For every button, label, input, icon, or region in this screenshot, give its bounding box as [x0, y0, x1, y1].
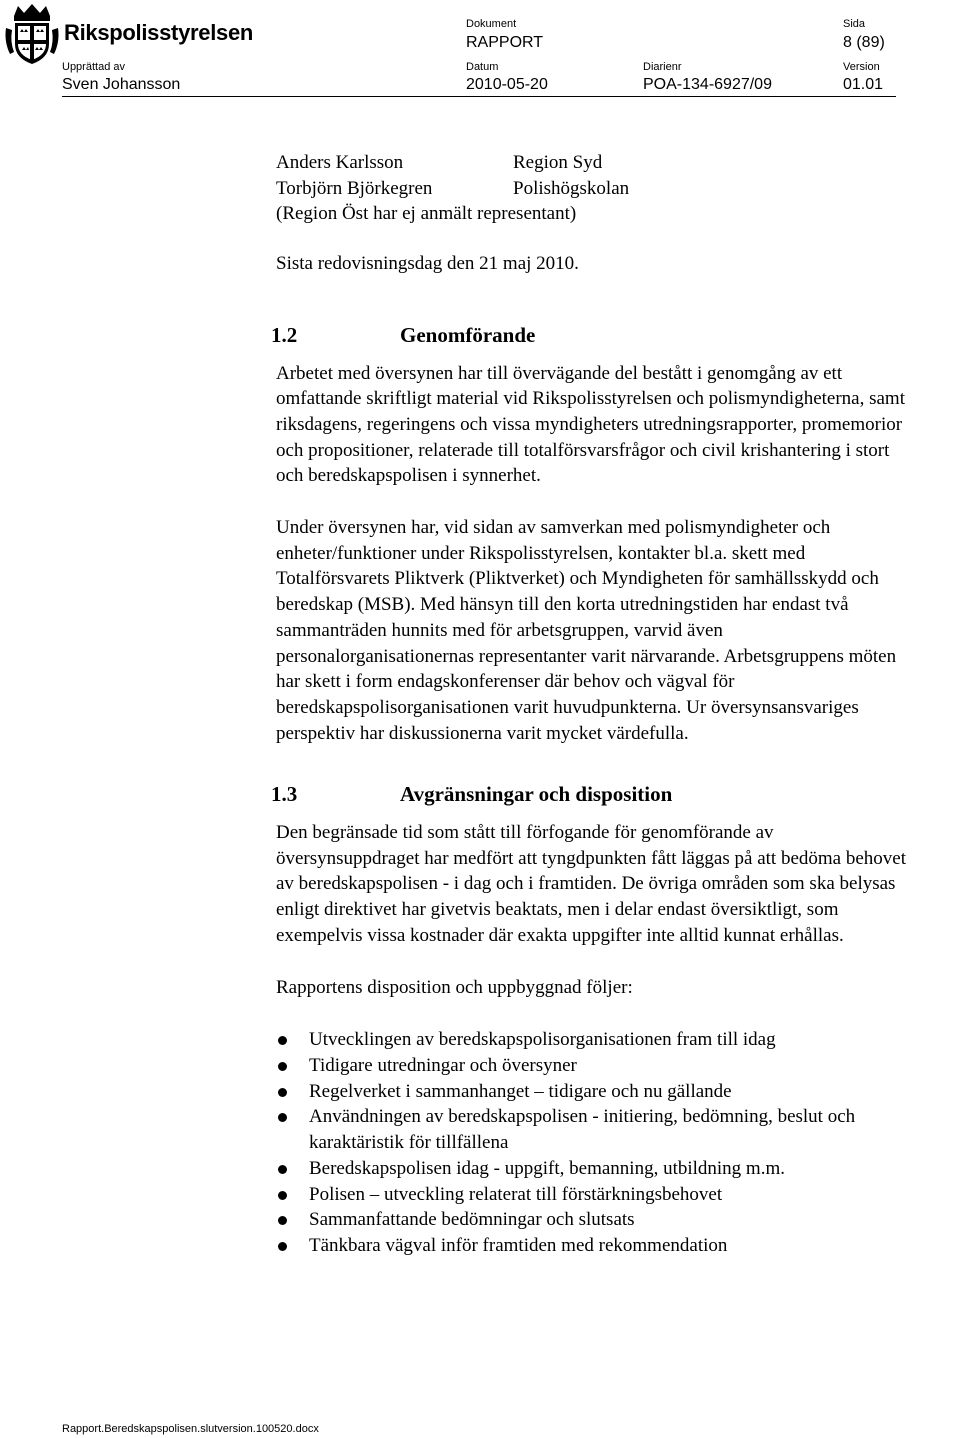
disposition-list [276, 1027, 916, 1258]
organization-name: Rikspolisstyrelsen [64, 20, 254, 45]
section-number: 1.3 [271, 782, 298, 807]
representative-name: Torbjörn Björkegren [276, 177, 433, 199]
body-paragraph: Den begränsade tid som stått till förfogande för genomförande av översynsuppdraget har medfört att tyngdpunkten fått läggas på att bedöma behovet av beredskapspolisen - i dag och i framtiden. De övriga områden som ska belysas enligt direktivet har givetvis beaktats, men i delar endast översiktligt, som exempelvis vissa kostnader där exakta uppgifter inte alltid kunnat erhållas. [276, 822, 906, 946]
deadline-text: Sista redovisningsdag den 21 maj 2010. [276, 253, 579, 275]
list-intro: Rapportens disposition och uppbyggnad följer: [276, 976, 633, 998]
section-title: Avgränsningar och disposition [400, 782, 673, 807]
document-type-label: Dokument [466, 18, 517, 30]
body-paragraph: Under översynen har, vid sidan av samverkan med polismyndigheter och enheter/funktioner under Rikspolisstyrelsen, kontakter bl.a. skett med Totalförsvarets Pliktverk (Pliktverket) och Myndigheten för samhällsskydd och beredskap (MSB). Med hänsyn till den korta utredningstiden har endast två sammanträden hunnits med för arbetsgruppen, varvid även personalorganisationernas representanter varit närvarande. Arbetsgruppens möten har skett i form endagskonferenser där behov och vägval för beredskapspolisorganisationen varit huvudpunkterna. Ur översynsansvariges perspektiv har diskussionerna varit mycket värdefulla. [276, 517, 897, 744]
date-label: Datum [466, 61, 499, 73]
body-paragraph: Arbetet med översynen har till övervägande del bestått i genomgång av ett omfattande skriftligt material vid Rikspolisstyrelsen och polismyndigheterna, samt riksdagens, regeringens och vissa myndigheters utredningsrapporter, promemorior och propositioner, relaterade till totalförsvarsfrågor och civil krishantering i stort och beredskapspolisen i synnerhet. [276, 362, 905, 487]
representative-name: Anders Karlsson [276, 152, 404, 173]
footer-filename: Rapport.Beredskapspolisen.slutversion.100520.docx [62, 1423, 319, 1435]
representatives-list [276, 150, 916, 201]
version-value: 01.01 [843, 76, 884, 93]
document-type-value: RAPPORT [466, 34, 544, 51]
representative-region: Polishögskolan [513, 177, 630, 199]
list-item: Tidigare utredningar och översyner [276, 1053, 916, 1079]
version-label: Version [843, 61, 880, 73]
list-item: Användningen av beredskapspolisen - initiering, bedömning, beslut och karaktäristik för tillfällena [276, 1104, 916, 1155]
header-divider [62, 96, 896, 97]
representatives-note: (Region Öst har ej anmält representant) [276, 203, 577, 225]
author-label: Upprättad av [62, 61, 125, 73]
date-value: 2010-05-20 [466, 76, 548, 93]
list-item: Beredskapspolisen idag - uppgift, bemanning, utbildning m.m. [276, 1156, 916, 1182]
document-body [271, 150, 916, 1259]
list-item: Polisen – utveckling relaterat till förstärkningsbehovet [276, 1182, 916, 1208]
list-item: Tänkbara vägval inför framtiden med rekommendation [276, 1233, 916, 1259]
registry-number-label: Diarienr [643, 61, 682, 73]
section-heading [271, 322, 916, 349]
page-number-label: Sida [843, 18, 866, 30]
section-heading [271, 782, 916, 808]
section-title: Genomförande [400, 322, 536, 347]
representative-region: Region Syd [513, 152, 603, 173]
coat-of-arms-icon [4, 2, 60, 66]
author-value: Sven Johansson [62, 76, 181, 93]
list-item: Sammanfattande bedömningar och slutsats [276, 1207, 916, 1233]
page-number-value: 8 (89) [843, 34, 885, 51]
registry-number-value: POA-134-6927/09 [643, 76, 772, 93]
list-item: Regelverket i sammanhanget – tidigare och nu gällande [276, 1079, 916, 1105]
list-item: Utvecklingen av beredskapspolisorganisationen fram till idag [276, 1027, 916, 1053]
section-number: 1.2 [271, 322, 298, 347]
